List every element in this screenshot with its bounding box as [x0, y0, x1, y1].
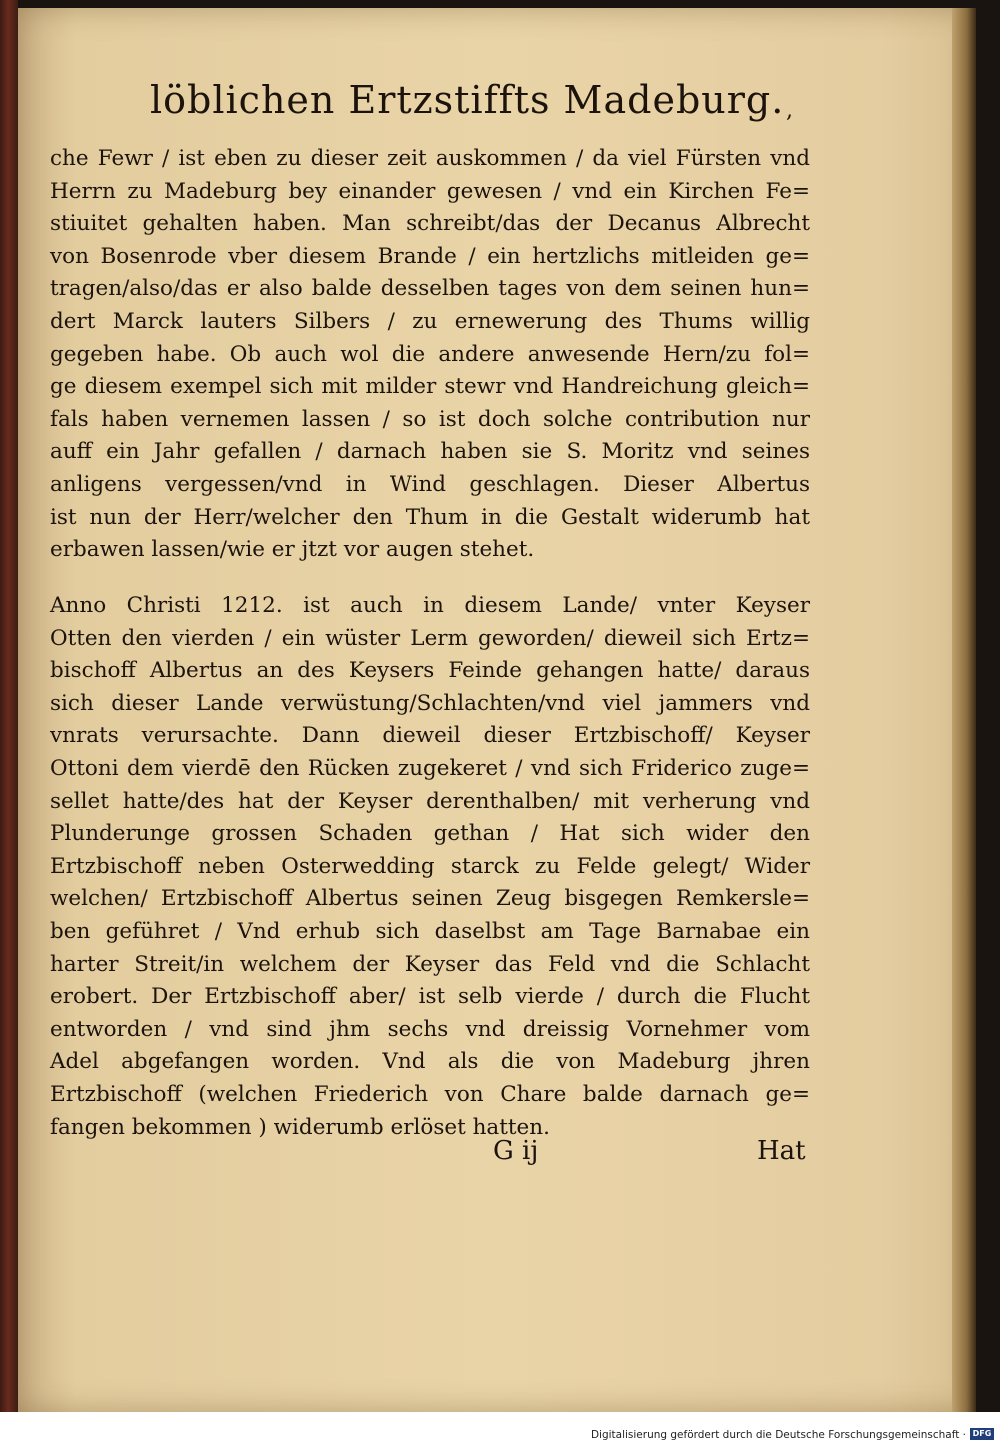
head-mark: ,	[786, 98, 793, 123]
text-line: ge diesem exempel sich mit milder stewr vnd Handreichung gleich=	[50, 374, 810, 400]
text-line: sich dieser Lande verwüstung/Schlachten/vnd viel jammers vnd	[50, 690, 810, 716]
catchword: Hat	[757, 1136, 806, 1166]
text-line: Adel abgefangen worden. Vnd als die von Madeburg jhren	[50, 1049, 810, 1075]
signature-mark: G ij	[493, 1136, 539, 1166]
text-line: che Fewr / ist eben zu dieser zeit auskommen / da viel Fürsten vnd	[50, 146, 810, 171]
text-line: stiuitet gehalten haben. Man schreibt/das der Decanus Albrecht	[50, 211, 810, 237]
text-line: Herrn zu Madeburg bey einander gewesen / vnd ein Kirchen Fe=	[50, 178, 810, 204]
text-line: tragen/also/das er also balde desselben tages von dem seinen hun=	[50, 276, 810, 302]
text-line: Plunderunge grossen Schaden gethan / Hat sich wider den	[50, 821, 810, 847]
text-line: Ertzbischoff neben Osterwedding starck zu Felde gelegt/ Wider	[50, 853, 810, 879]
page-edge	[952, 8, 976, 1412]
paragraph-1	[50, 143, 810, 567]
paragraph-2	[50, 590, 810, 1144]
text-line: welchen/ Ertzbischoff Albertus seinen Zeug bisgegen Remkersle=	[50, 886, 810, 912]
text-line: ist nun der Herr/welcher den Thum in die Gestalt widerumb hat	[50, 504, 810, 530]
text-line: entworden / vnd sind jhm sechs vnd dreissig Vornehmer vom	[50, 1016, 810, 1042]
text-line: fangen bekommen ) widerumb erlöset hatten.	[50, 1114, 550, 1140]
text-line: vnrats verursachte. Dann dieweil dieser Ertzbischoff/ Keyser	[50, 723, 810, 749]
text-line: Ertzbischoff (welchen Friederich von Chare balde darnach ge=	[50, 1081, 810, 1107]
footer-credit: Digitalisierung gefördert durch die Deutsche Forschungsgemeinschaft ·	[590, 1429, 966, 1441]
text-line: harter Streit/in welchem der Keyser das Feld vnd die Schlacht	[50, 951, 810, 977]
text-line: ben geführet / Vnd erhub sich daselbst am Tage Barnabae ein	[50, 918, 810, 944]
text-line: erbawen lassen/wie er jtzt vor augen stehet.	[50, 537, 535, 563]
text-line: erobert. Der Ertzbischoff aber/ ist selb vierde / durch die Flucht	[50, 984, 810, 1010]
book-spine	[0, 0, 18, 1449]
text-line: Otten den vierden / ein wüster Lerm geworden/ dieweil sich Ertz=	[50, 625, 810, 651]
text-line: Anno Christi 1212. ist auch in diesem Lande/ vnter Keyser	[50, 593, 810, 618]
text-line: von Bosenrode vber diesem Brande / ein hertzlichs mitleiden ge=	[50, 243, 810, 269]
text-line: sellet hatte/des hat der Keyser derenthalben/ mit verherung vnd	[50, 788, 810, 814]
text-line: fals haben vernemen lassen / so ist doch solche contribution nur	[50, 406, 810, 432]
dfg-logo: DFG	[970, 1428, 994, 1440]
text-line: gegeben habe. Ob auch wol die andere anwesende Hern/zu fol=	[50, 341, 810, 367]
text-line: dert Marck lauters Silbers / zu ernewerung des Thums willig	[50, 308, 810, 334]
text-line: auff ein Jahr gefallen / darnach haben sie S. Moritz vnd seines	[50, 439, 810, 465]
text-line: bischoff Albertus an des Keysers Feinde gehangen hatte/ daraus	[50, 658, 810, 684]
running-head: löblichen Ertzstiffts Madeburg.	[150, 78, 785, 122]
text-line: anligens vergessen/vnd in Wind geschlagen. Dieser Albertus	[50, 471, 810, 497]
text-line: Ottoni dem vierdē den Rücken zugekeret / vnd sich Friderico zuge=	[50, 755, 810, 781]
